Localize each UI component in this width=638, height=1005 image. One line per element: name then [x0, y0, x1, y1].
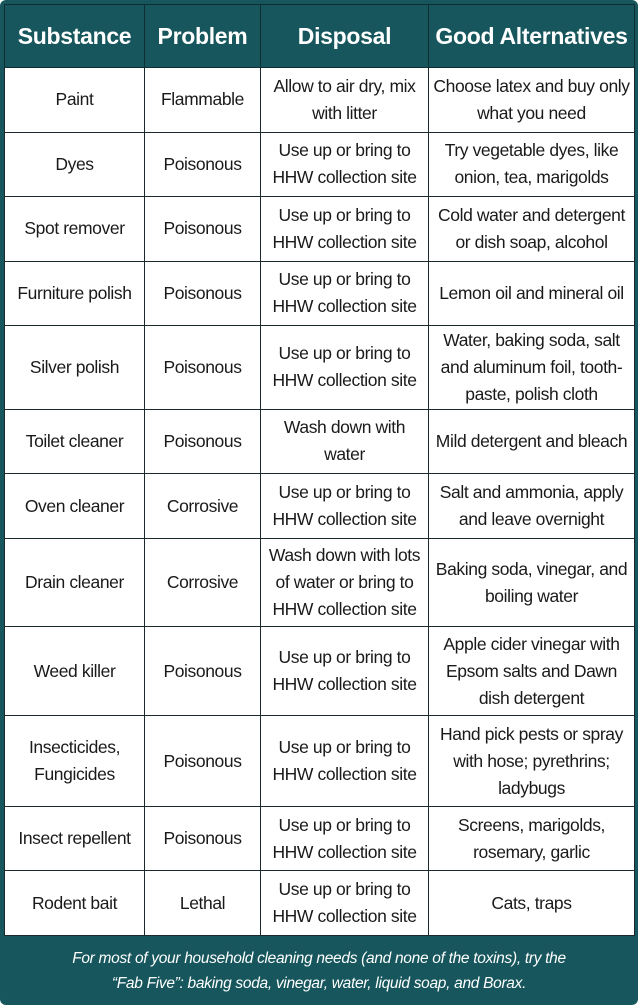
cell-disposal: Use up or bring to HHW collection site	[261, 806, 429, 871]
cell-alternatives: Try vegetable dyes, like onion, tea, marigolds	[429, 132, 635, 197]
cell-substance: Weed killer	[5, 627, 145, 716]
table-row	[5, 806, 635, 871]
cell-alternatives: Salt and ammonia, apply and leave overnight	[429, 474, 635, 539]
cell-alternatives: Water, baking soda, salt and aluminum foil, tooth-paste, polish cloth	[429, 326, 635, 410]
cell-substance: Spot remover	[5, 197, 145, 262]
table-row	[5, 716, 635, 807]
cell-alternatives: Apple cider vinegar with Epsom salts and Dawn dish detergent	[429, 627, 635, 716]
cell-problem: Poisonous	[145, 716, 261, 807]
hazardous-substances-table	[4, 4, 635, 936]
header-disposal: Disposal	[261, 5, 429, 68]
cell-problem: Lethal	[145, 871, 261, 936]
cell-substance: Insect repellent	[5, 806, 145, 871]
header-problem: Problem	[145, 5, 261, 68]
table-row	[5, 538, 635, 627]
table-row	[5, 627, 635, 716]
cell-disposal: Wash down with lots of water or bring to HHW collection site	[261, 538, 429, 627]
cell-problem: Poisonous	[145, 132, 261, 197]
cell-alternatives: Mild detergent and bleach	[429, 409, 635, 474]
table-row	[5, 474, 635, 539]
cell-problem: Corrosive	[145, 474, 261, 539]
cell-disposal: Wash down with water	[261, 409, 429, 474]
footer-line-1: For most of your household cleaning needs (and none of the toxins), try the	[72, 949, 566, 967]
cell-problem: Poisonous	[145, 261, 261, 326]
cell-substance: Paint	[5, 68, 145, 133]
cell-substance: Furniture polish	[5, 261, 145, 326]
cell-alternatives: Choose latex and buy only what you need	[429, 68, 635, 133]
cell-problem: Poisonous	[145, 806, 261, 871]
cell-substance: Drain cleaner	[5, 538, 145, 627]
cell-alternatives: Cold water and detergent or dish soap, alcohol	[429, 197, 635, 262]
table-row	[5, 871, 635, 936]
cell-disposal: Use up or bring to HHW collection site	[261, 261, 429, 326]
cell-disposal: Use up or bring to HHW collection site	[261, 716, 429, 807]
table-row	[5, 409, 635, 474]
cell-substance: Toilet cleaner	[5, 409, 145, 474]
cell-problem: Poisonous	[145, 326, 261, 410]
header-alternatives: Good Alternatives	[429, 5, 635, 68]
cell-alternatives: Baking soda, vinegar, and boiling water	[429, 538, 635, 627]
cell-disposal: Use up or bring to HHW collection site	[261, 871, 429, 936]
cell-substance: Dyes	[5, 132, 145, 197]
cell-alternatives: Lemon oil and mineral oil	[429, 261, 635, 326]
cell-disposal: Use up or bring to HHW collection site	[261, 627, 429, 716]
cell-alternatives: Screens, marigolds, rosemary, garlic	[429, 806, 635, 871]
cell-problem: Flammable	[145, 68, 261, 133]
footer-note	[0, 936, 638, 1005]
table-row	[5, 326, 635, 410]
header-row	[5, 5, 635, 68]
cell-problem: Poisonous	[145, 197, 261, 262]
table-row	[5, 132, 635, 197]
cell-disposal: Use up or bring to HHW collection site	[261, 474, 429, 539]
cell-problem: Poisonous	[145, 409, 261, 474]
cell-alternatives: Hand pick pests or spray with hose; pyrethrins; ladybugs	[429, 716, 635, 807]
cell-disposal: Use up or bring to HHW collection site	[261, 197, 429, 262]
header-substance: Substance	[5, 5, 145, 68]
cell-disposal: Allow to air dry, mix with litter	[261, 68, 429, 133]
cell-disposal: Use up or bring to HHW collection site	[261, 132, 429, 197]
footer-line-2: “Fab Five”: baking soda, vinegar, water, liquid soap, and Borax.	[111, 974, 527, 992]
cell-substance: Rodent bait	[5, 871, 145, 936]
cell-alternatives: Cats, traps	[429, 871, 635, 936]
table-row	[5, 261, 635, 326]
cell-substance: Insecticides, Fungicides	[5, 716, 145, 807]
cell-problem: Corrosive	[145, 538, 261, 627]
table-row	[5, 197, 635, 262]
cell-disposal: Use up or bring to HHW collection site	[261, 326, 429, 410]
table-row	[5, 68, 635, 133]
cell-problem: Poisonous	[145, 627, 261, 716]
cell-substance: Oven cleaner	[5, 474, 145, 539]
cell-substance: Silver polish	[5, 326, 145, 410]
